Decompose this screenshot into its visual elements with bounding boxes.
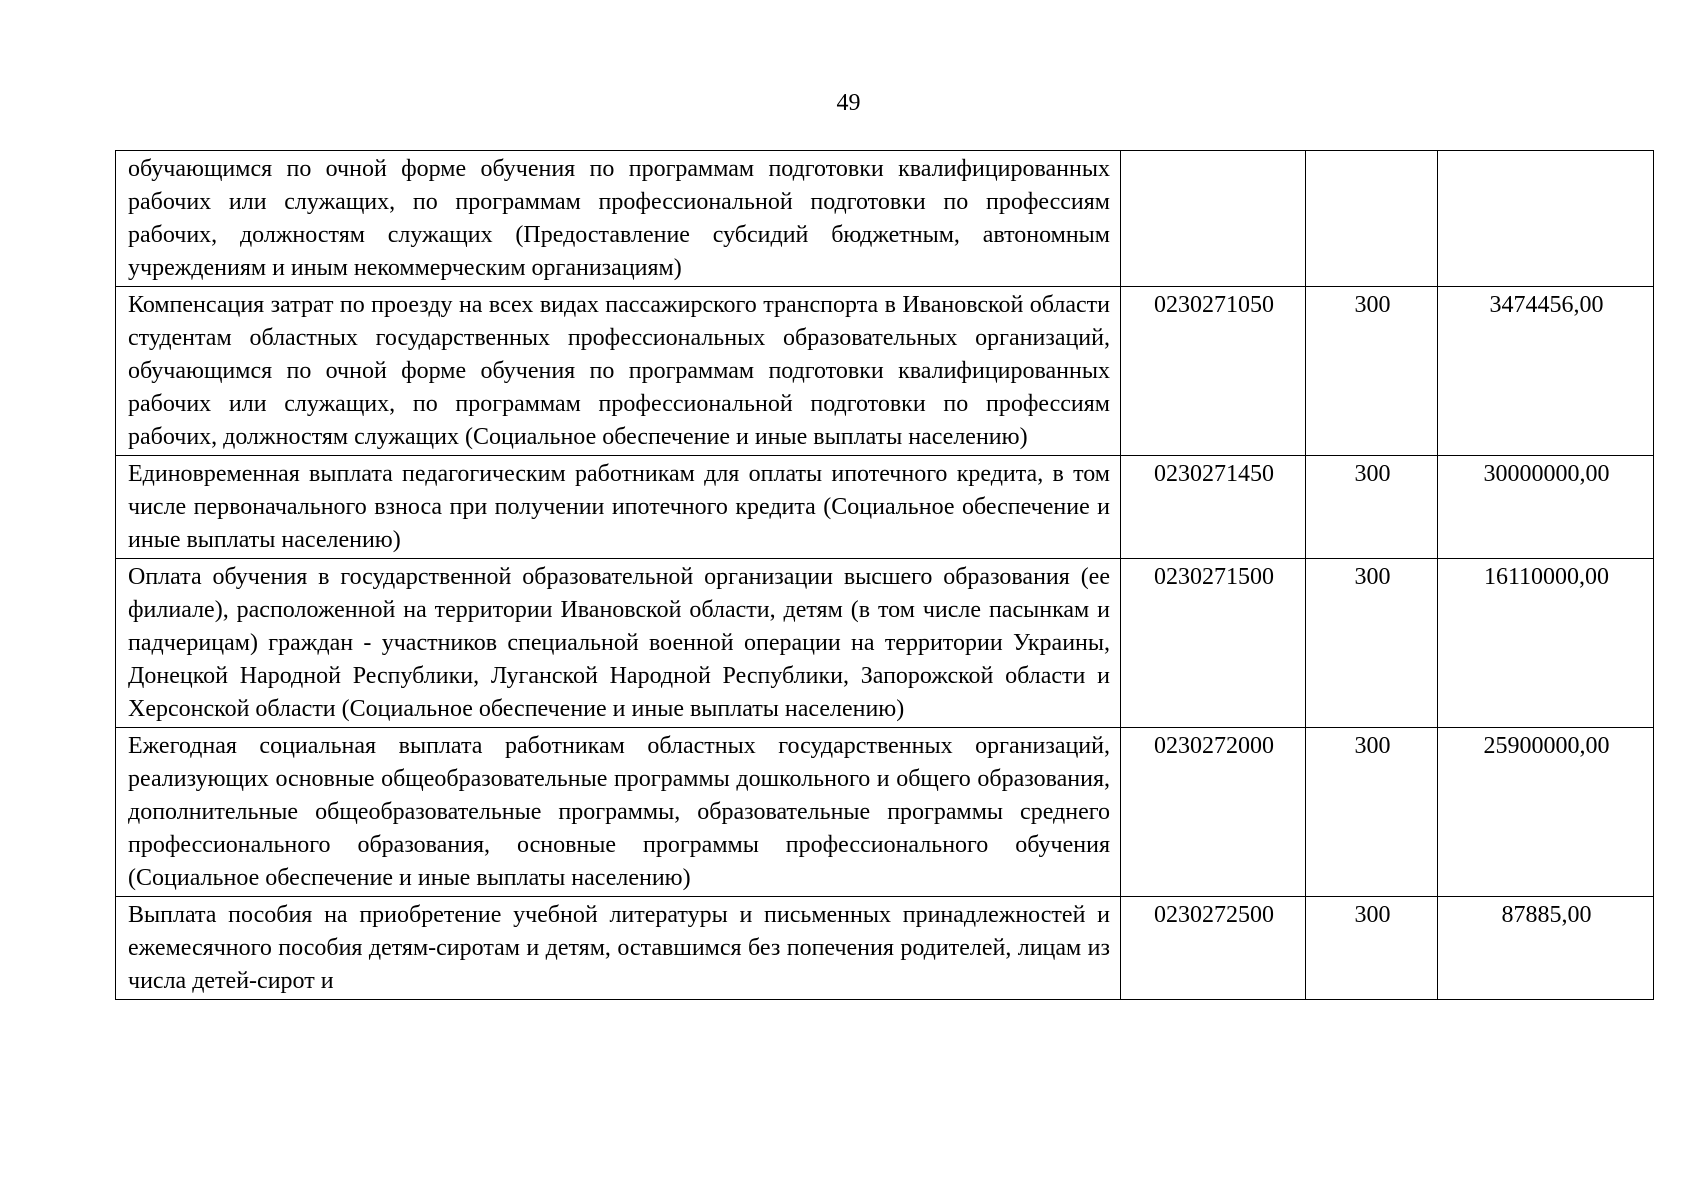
row-expense-type: 300 bbox=[1306, 897, 1438, 1000]
table-row bbox=[116, 728, 1654, 897]
page-number: 49 bbox=[836, 90, 861, 116]
row-amount: 30000000,00 bbox=[1438, 456, 1654, 559]
row-description: Выплата пособия на приобретение учебной литературы и письменных принадлежностей и ежемесячного пособия детям-сиротам и детям, оставшимся без попечения родителей, лицам из числа детей-сирот и bbox=[116, 897, 1121, 1000]
row-target-code: 0230271050 bbox=[1121, 287, 1306, 456]
row-target-code: 0230272000 bbox=[1121, 728, 1306, 897]
row-amount: 25900000,00 bbox=[1438, 728, 1654, 897]
table-row bbox=[116, 456, 1654, 559]
row-amount: 3474456,00 bbox=[1438, 287, 1654, 456]
row-description: обучающимся по очной форме обучения по программам подготовки квалифицированных рабочих или служащих, по программам профессиональной подготовки по профессиям рабочих, должностям служащих (Предоставление субсидий бюджетным, автономным учреждениям и иным некоммерческим организациям) bbox=[116, 151, 1121, 287]
row-amount bbox=[1438, 151, 1654, 287]
row-target-code bbox=[1121, 151, 1306, 287]
row-description: Оплата обучения в государственной образовательной организации высшего образования (ее филиале), расположенной на территории Ивановской области, детям (в том числе пасынкам и падчерицам) граждан - участников специальной военной операции на территории Украины, Донецкой Народной Республики, Луганской Народной Республики, Запорожской области и Херсонской области (Социальное обеспечение и иные выплаты населению) bbox=[116, 559, 1121, 728]
row-target-code: 0230271500 bbox=[1121, 559, 1306, 728]
row-expense-type: 300 bbox=[1306, 287, 1438, 456]
row-amount: 87885,00 bbox=[1438, 897, 1654, 1000]
budget-table bbox=[115, 150, 1654, 1000]
row-target-code: 0230272500 bbox=[1121, 897, 1306, 1000]
table-row bbox=[116, 559, 1654, 728]
table-row bbox=[116, 151, 1654, 287]
row-expense-type: 300 bbox=[1306, 456, 1438, 559]
row-expense-type bbox=[1306, 151, 1438, 287]
row-expense-type: 300 bbox=[1306, 559, 1438, 728]
row-target-code: 0230271450 bbox=[1121, 456, 1306, 559]
table-row bbox=[116, 287, 1654, 456]
table-row bbox=[116, 897, 1654, 1000]
row-amount: 16110000,00 bbox=[1438, 559, 1654, 728]
row-description: Ежегодная социальная выплата работникам областных государственных организаций, реализующих основные общеобразовательные программы дошкольного и общего образования, дополнительные общеобразовательные программы, образовательные программы среднего профессионального образования, основные программы профессионального обучения (Социальное обеспечение и иные выплаты населению) bbox=[116, 728, 1121, 897]
row-expense-type: 300 bbox=[1306, 728, 1438, 897]
row-description: Компенсация затрат по проезду на всех видах пассажирского транспорта в Ивановской области студентам областных государственных профессиональных образовательных организаций, обучающимся по очной форме обучения по программам подготовки квалифицированных рабочих или служащих, по программам профессиональной подготовки по профессиям рабочих, должностям служащих (Социальное обеспечение и иные выплаты населению) bbox=[116, 287, 1121, 456]
row-description: Единовременная выплата педагогическим работникам для оплаты ипотечного кредита, в том числе первоначального взноса при получении ипотечного кредита (Социальное обеспечение и иные выплаты населению) bbox=[116, 456, 1121, 559]
